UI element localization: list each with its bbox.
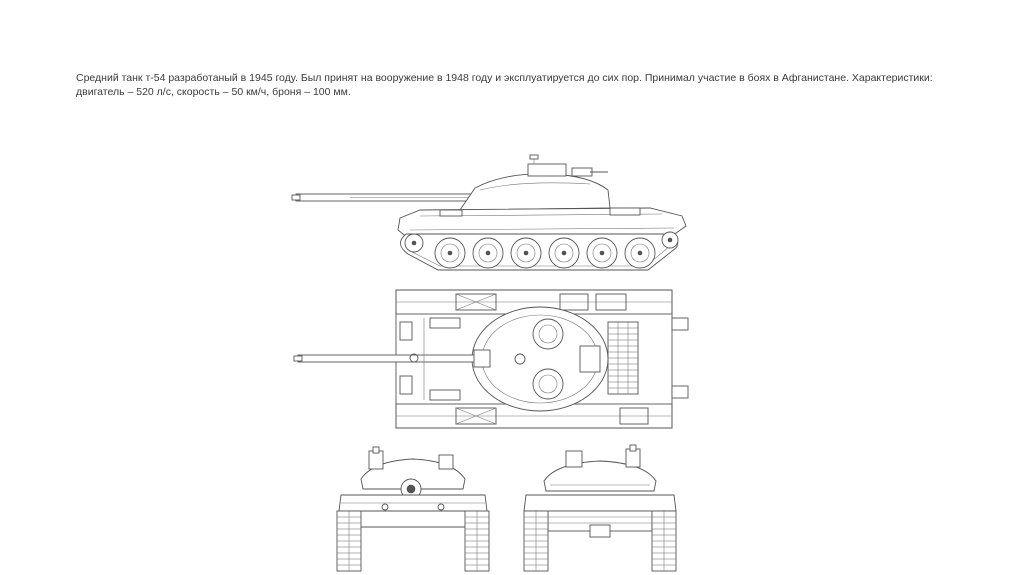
tank-side-view-drawing [290, 150, 700, 280]
caption-line-1: Средний танк т-54 разработаный в 1945 году. Был принят на вооружение в 1948 году и эксплуатируется до сих пор. Принимал участие в боях в Афганистане. Характеристики: [76, 72, 933, 84]
tank-rear-view-drawing [520, 445, 680, 575]
tank-top-view-drawing [290, 288, 700, 430]
tank-front-view-drawing [333, 445, 493, 575]
slide-caption [76, 71, 936, 99]
caption-line-2: двигатель – 520 л/с, скорость – 50 км/ч, броня – 100 мм. [76, 86, 351, 98]
